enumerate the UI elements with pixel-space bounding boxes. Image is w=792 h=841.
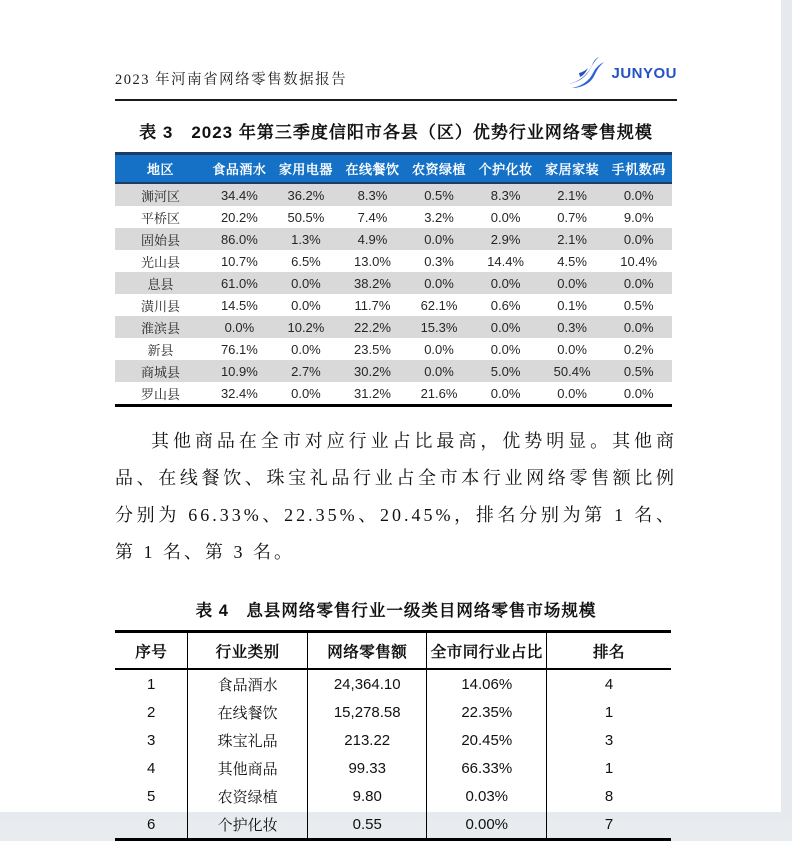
table4-category-scale [115,630,671,841]
table-cell: 15,278.58 [307,698,427,726]
table-cell: 0.0% [291,385,321,401]
table-cell: 4.9% [357,231,388,247]
table-cell: 14.5% [220,297,258,313]
table-cell: 30.2% [354,363,391,379]
page-header [115,0,677,101]
table-cell: 1.3% [291,231,321,247]
column-header: 在线餐饮 [339,154,406,184]
table-cell: 8.3% [490,187,521,203]
table-cell: 50.5% [287,209,325,225]
table-cell: 珠宝礼品 [188,726,308,754]
table-cell: 10.7% [220,253,258,269]
table-cell: 0.7% [557,209,587,225]
table-cell: 0.0% [623,275,654,291]
column-header: 全市同行业占比 [427,632,547,670]
body-paragraph: 其他商品在全市对应行业占比最高，优势明显。其他商品、在线餐饮、珠宝礼品行业占全市本行业网络零售额比例分别为 66.33%、22.35%、20.45%，排名分别为第 1 名、第 1 名、第 3 名。 [115,431,677,562]
table-cell: 0.0% [490,319,521,335]
table-cell: 0.0% [291,341,321,357]
table-cell: 0.0% [623,231,654,247]
table-cell: 0.0% [557,385,587,401]
column-header: 序号 [115,632,188,670]
table4-header [115,632,671,670]
column-header: 网络零售额 [307,632,427,670]
table-cell: 7.4% [357,209,388,225]
logo-text: JUNYOU [611,64,677,82]
table-cell: 2 [147,703,156,721]
brand-logo [566,57,677,89]
table-cell: 36.2% [287,187,325,203]
table-cell: 10.4% [620,253,658,269]
table-cell: 7 [547,810,671,840]
table-row [115,726,671,754]
table-cell: 1 [147,675,156,693]
table-cell: 0.0% [424,363,454,379]
table-cell: 3 [147,731,156,749]
table-cell: 新县 [147,342,174,358]
table-cell: 0.5% [424,187,454,203]
table-cell: 0.03% [427,782,547,810]
table-cell: 11.7% [354,297,391,313]
table-cell: 0.0% [623,187,654,203]
table-cell: 2.1% [557,231,587,247]
table-cell: 个护化妆 [188,810,308,840]
page-content [115,0,677,841]
table-cell: 0.0% [490,209,521,225]
table-cell: 9.80 [307,782,427,810]
table-cell: 4 [547,669,671,698]
table-cell: 食品酒水 [188,669,308,698]
table-row [115,698,671,726]
report-title: 2023 年河南省网络零售数据报告 [115,72,348,88]
table-cell: 10.9% [220,363,258,379]
table-cell: 其他商品 [188,754,308,782]
table-cell: 66.33% [427,754,547,782]
table4-caption: 表 4 息县网络零售行业一级类目网络零售市场规模 [195,602,597,620]
table-row [115,382,672,406]
table-cell: 31.2% [354,385,391,401]
table-cell: 0.0% [424,231,454,247]
table-row [115,294,672,316]
table-cell: 0.0% [291,275,321,291]
table-row [115,669,671,698]
table-row [115,782,671,810]
column-header: 排名 [547,632,671,670]
table-cell: 5.0% [490,363,521,379]
table-cell: 2.1% [557,187,587,203]
table-cell: 4.5% [557,253,587,269]
table-cell: 86.0% [220,231,258,247]
table-cell: 15.3% [420,319,458,335]
table-cell: 5 [147,787,156,805]
table-cell: 21.6% [420,385,458,401]
table-cell: 34.4% [220,187,258,203]
table-cell: 在线餐饮 [188,698,308,726]
table-row [115,338,672,360]
table-cell: 61.0% [220,275,258,291]
table-row [115,316,672,338]
table-cell: 32.4% [220,385,258,401]
table3-industry-share [115,152,672,407]
table-cell: 38.2% [354,275,391,291]
table-cell: 浉河区 [141,188,181,204]
table-cell: 3.2% [424,209,454,225]
table4-header-row [115,632,671,670]
table-cell: 0.00% [427,810,547,840]
table-cell: 0.5% [623,363,654,379]
table-cell: 0.1% [557,297,587,313]
table-cell: 平桥区 [141,210,181,226]
table-cell: 8 [547,782,671,810]
table-cell: 10.2% [287,319,325,335]
table-cell: 0.0% [490,341,521,357]
column-header: 个护化妆 [472,154,539,184]
table-cell: 0.0% [623,385,654,401]
table-cell: 3 [547,726,671,754]
table-cell: 0.5% [623,297,654,313]
table3-caption: 表 3 2023 年第三季度信阳市各县（区）优势行业网络零售规模 [139,123,653,142]
table-cell: 0.0% [557,341,587,357]
table-cell: 23.5% [354,341,391,357]
table-cell: 息县 [147,276,174,292]
junyou-swoosh-icon [566,57,606,89]
table-cell: 99.33 [307,754,427,782]
table-cell: 固始县 [141,232,181,248]
table-cell: 14.06% [427,669,547,698]
table3-body [115,183,672,406]
table3-header-row [115,154,672,184]
table-cell: 0.0% [424,275,454,291]
table-cell: 0.0% [424,341,454,357]
table-cell: 22.35% [427,698,547,726]
table-cell: 9.0% [623,209,654,225]
column-header: 手机数码 [605,154,672,184]
table-cell: 6 [147,815,156,833]
table4-body [115,669,671,840]
table-row [115,272,672,294]
table-cell: 0.3% [424,253,454,269]
column-header: 地区 [115,154,206,184]
table-cell: 淮滨县 [141,320,181,336]
table-row [115,228,672,250]
table-cell: 2.9% [490,231,521,247]
table-cell: 0.0% [623,319,654,335]
table-cell: 0.3% [557,319,587,335]
table-cell: 2.7% [291,363,321,379]
column-header: 食品酒水 [206,154,273,184]
table-cell: 1 [547,698,671,726]
table-cell: 13.0% [354,253,391,269]
table-cell: 商城县 [141,364,181,380]
table-cell: 0.2% [623,341,654,357]
table-row [115,250,672,272]
table-cell: 20.45% [427,726,547,754]
table-cell: 24,364.10 [307,669,427,698]
table3-header [115,154,672,184]
column-header: 家用电器 [273,154,340,184]
table-row [115,360,672,382]
table-cell: 光山县 [141,254,181,270]
table-cell: 22.2% [354,319,391,335]
column-header: 农资绿植 [406,154,473,184]
table-cell: 50.4% [553,363,591,379]
column-header: 家居家装 [539,154,606,184]
table-cell: 1 [547,754,671,782]
table-row [115,754,671,782]
table-cell: 0.0% [490,275,521,291]
table-row [115,810,671,840]
table-cell: 潢川县 [141,298,181,314]
table-cell: 0.0% [224,319,255,335]
table-cell: 4 [147,759,156,777]
table-cell: 0.55 [307,810,427,840]
table-row [115,183,672,206]
table-row [115,206,672,228]
table-cell: 76.1% [220,341,258,357]
table-cell: 罗山县 [141,386,181,402]
table-cell: 14.4% [487,253,524,269]
table-cell: 0.0% [291,297,321,313]
table-cell: 8.3% [357,187,388,203]
table-cell: 62.1% [420,297,458,313]
table-cell: 213.22 [307,726,427,754]
table-cell: 20.2% [220,209,258,225]
table-cell: 0.6% [490,297,521,313]
column-header: 行业类别 [188,632,308,670]
table-cell: 6.5% [291,253,321,269]
table-cell: 农资绿植 [188,782,308,810]
table-cell: 0.0% [490,385,521,401]
table-cell: 0.0% [557,275,587,291]
